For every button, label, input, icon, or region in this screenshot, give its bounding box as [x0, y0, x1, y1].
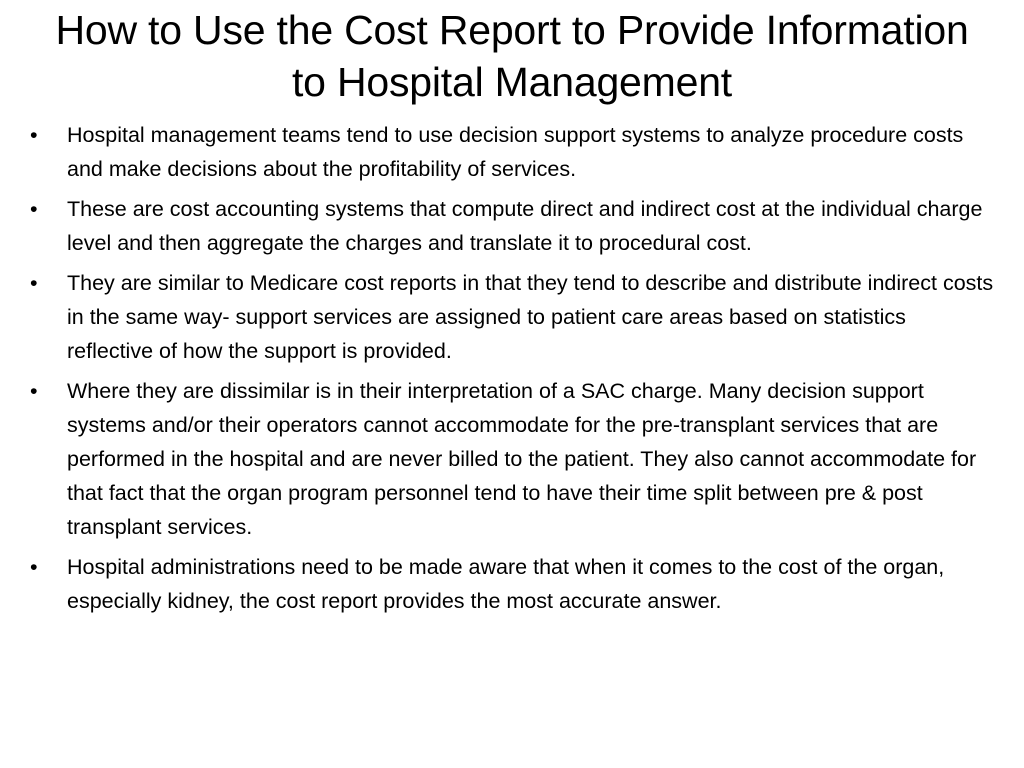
bullet-text: These are cost accounting systems that compute direct and indirect cost at the individual charge level and then aggregate the charges and translate it to procedural cost. — [67, 197, 983, 255]
bullet-text: Where they are dissimilar is in their interpretation of a SAC charge. Many decision support systems and/or their operators cannot accommodate for the pre-transplant services that are performed in the hospital and are never billed to the patient. They also cannot accommodate for that fact that the organ program personnel tend to have their time split between pre & post transplant services. — [67, 379, 977, 539]
bullet-icon: • — [30, 271, 38, 295]
bullet-icon: • — [30, 379, 38, 403]
bullet-icon: • — [30, 197, 38, 221]
bullet-icon: • — [30, 555, 38, 579]
bullet-item — [30, 550, 995, 618]
bullet-text: They are similar to Medicare cost reports in that they tend to describe and distribute indirect costs in the same way- support services are assigned to patient care areas based on statistics reflective of how the support is provided. — [67, 271, 994, 363]
bullet-list — [30, 118, 995, 624]
bullet-text: Hospital management teams tend to use decision support systems to analyze procedure costs and make decisions about the profitability of services. — [67, 123, 964, 181]
slide-title: How to Use the Cost Report to Provide Information to Hospital Management — [55, 7, 969, 105]
bullet-item — [30, 192, 995, 260]
bullet-item — [30, 374, 995, 544]
bullet-item — [30, 118, 995, 186]
bullet-icon: • — [30, 123, 38, 147]
bullet-text: Hospital administrations need to be made aware that when it comes to the cost of the organ, especially kidney, the cost report provides the most accurate answer. — [67, 555, 945, 613]
bullet-item — [30, 266, 995, 368]
